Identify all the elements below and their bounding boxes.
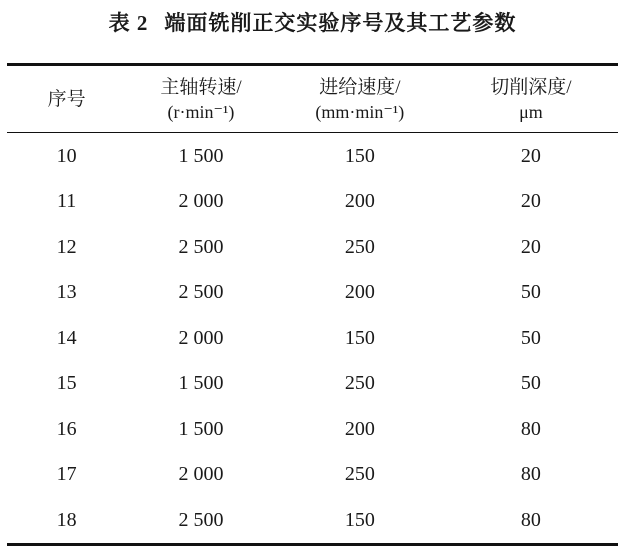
column-header-unit: μm bbox=[519, 101, 543, 122]
column-header-feed-rate bbox=[276, 75, 444, 124]
table-cell: 150 bbox=[344, 326, 375, 349]
table-cell: 2 000 bbox=[178, 463, 224, 486]
table-body bbox=[7, 133, 618, 543]
column-header-unit: (mm·min⁻¹) bbox=[315, 101, 405, 122]
table-row bbox=[7, 179, 618, 225]
table-cell: 18 bbox=[56, 508, 77, 531]
table-row bbox=[7, 361, 618, 407]
table-cell: 10 bbox=[56, 144, 77, 167]
table-cell: 250 bbox=[344, 235, 375, 258]
table-cell: 80 bbox=[520, 508, 541, 531]
table-row bbox=[7, 270, 618, 316]
table-cell: 250 bbox=[344, 372, 375, 395]
column-header-spindle-speed bbox=[126, 75, 276, 124]
table-cell: 250 bbox=[344, 463, 375, 486]
table-cell: 16 bbox=[56, 417, 77, 440]
table-cell: 150 bbox=[344, 144, 375, 167]
table-cell: 15 bbox=[56, 372, 77, 395]
table-cell: 200 bbox=[344, 417, 375, 440]
table-cell: 150 bbox=[344, 508, 375, 531]
column-header-serial bbox=[7, 87, 126, 112]
table-cell: 50 bbox=[520, 281, 541, 304]
table-caption bbox=[0, 0, 625, 37]
table-cell: 20 bbox=[520, 235, 541, 258]
table-cell: 13 bbox=[56, 281, 77, 304]
column-header-label: 序号 bbox=[47, 88, 86, 110]
table-row bbox=[7, 315, 618, 361]
table-cell: 50 bbox=[520, 372, 541, 395]
table-caption-number: 表 2 bbox=[108, 11, 149, 35]
table-cell: 20 bbox=[520, 190, 541, 213]
table-cell: 50 bbox=[520, 326, 541, 349]
table-cell: 200 bbox=[344, 190, 375, 213]
table-cell: 2 000 bbox=[178, 190, 224, 213]
column-header-label: 进给速度/ bbox=[319, 76, 401, 98]
table-cell: 2 500 bbox=[178, 235, 224, 258]
table-row bbox=[7, 133, 618, 179]
table-cell: 2 500 bbox=[178, 508, 224, 531]
table-cell: 1 500 bbox=[178, 144, 224, 167]
table-cell: 80 bbox=[520, 417, 541, 440]
column-header-cutting-depth bbox=[444, 75, 618, 124]
column-header-label: 切削深度/ bbox=[490, 76, 572, 98]
table-row bbox=[7, 452, 618, 498]
table-cell: 14 bbox=[56, 326, 77, 349]
table-row bbox=[7, 224, 618, 270]
table-cell: 17 bbox=[56, 463, 77, 486]
table-cell: 2 000 bbox=[178, 326, 224, 349]
column-header-label: 主轴转速/ bbox=[160, 76, 242, 98]
table-row bbox=[7, 497, 618, 543]
table-cell: 2 500 bbox=[178, 281, 224, 304]
table-cell: 20 bbox=[520, 144, 541, 167]
table-cell: 11 bbox=[56, 190, 77, 213]
table-cell: 1 500 bbox=[178, 417, 224, 440]
table-caption-title: 端面铣削正交实验序号及其工艺参数 bbox=[164, 11, 517, 35]
column-header-unit: (r·min⁻¹) bbox=[167, 101, 235, 122]
table-cell: 1 500 bbox=[178, 372, 224, 395]
table-cell: 80 bbox=[520, 463, 541, 486]
data-table bbox=[7, 63, 618, 546]
table-header-row bbox=[7, 66, 618, 133]
table-row bbox=[7, 406, 618, 452]
table-cell: 200 bbox=[344, 281, 375, 304]
table-cell: 12 bbox=[56, 235, 77, 258]
